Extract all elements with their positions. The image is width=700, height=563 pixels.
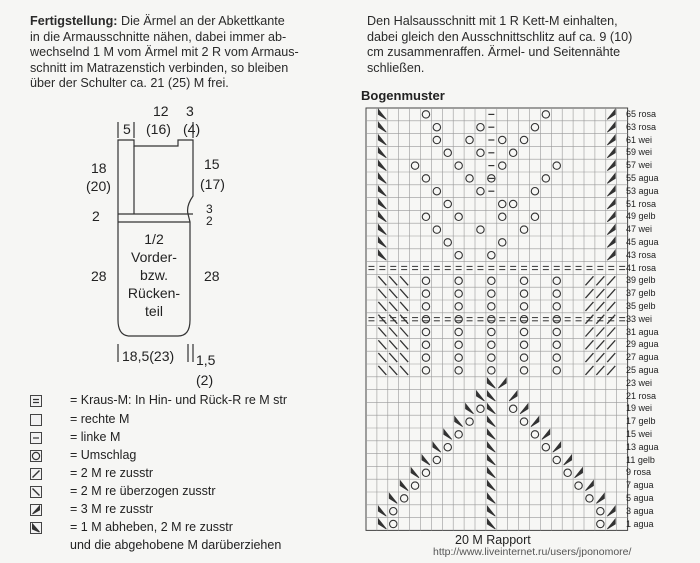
legend-label: und die abgehobene M darüberziehen bbox=[70, 538, 282, 552]
row-label: 29 agua bbox=[626, 339, 659, 350]
dim-top-right: 3 bbox=[186, 103, 194, 119]
row-label: 63 rosa bbox=[626, 121, 657, 132]
finishing-title: Fertigstellung: bbox=[30, 14, 118, 28]
garter-icon bbox=[30, 395, 42, 407]
dim-right-small-b: 2 bbox=[206, 214, 213, 228]
dim-armhole-right: 15 bbox=[204, 156, 220, 172]
row-label: 15 wei bbox=[626, 429, 653, 439]
row-label: 53 agua bbox=[626, 185, 659, 196]
row-label: 37 gelb bbox=[626, 288, 656, 299]
finishing-line-1: Fertigstellung: Die Ärmel an der Abkettkante bbox=[30, 14, 285, 28]
row-label: 55 agua bbox=[626, 173, 659, 183]
row-label: 39 gelb bbox=[626, 275, 656, 286]
schematic-outline bbox=[0, 0, 360, 395]
sk2p-icon bbox=[30, 522, 42, 534]
rapport-label: 20 M Rapport bbox=[455, 533, 531, 547]
k2tog-icon bbox=[30, 468, 42, 480]
finishing-line-3: wechselnd 1 M vom Ärmel mit 2 R vom Armaus- bbox=[30, 45, 299, 60]
dim-top-right-sub: (4) bbox=[183, 121, 201, 137]
k3tog-icon bbox=[30, 504, 42, 516]
row-label: 21 rosa bbox=[626, 390, 657, 401]
legend bbox=[30, 395, 360, 560]
row-label: 57 wei bbox=[626, 160, 653, 171]
row-label: 23 wei bbox=[626, 377, 653, 388]
finishing-line-2: in die Armausschnitte nähen, dabei immer ab- bbox=[30, 29, 287, 44]
row-label: 49 gelb bbox=[626, 211, 656, 222]
row-label: 47 wei bbox=[626, 224, 653, 235]
legend-label: = linke M bbox=[70, 430, 121, 444]
row-label: 51 rosa bbox=[626, 198, 657, 209]
ssk-icon bbox=[30, 486, 42, 498]
legend-label: = 1 M abheben, 2 M re zusstr bbox=[70, 520, 233, 534]
legend-label: = 2 M re überzogen zusstr bbox=[70, 484, 216, 498]
dim-side-right: 28 bbox=[204, 268, 220, 284]
center-line-1: 1/2 bbox=[144, 231, 164, 247]
legend-label: = 2 M re zusstr bbox=[70, 466, 154, 480]
chart-title: Bogenmuster bbox=[361, 88, 445, 103]
row-label: 3 agua bbox=[626, 505, 654, 516]
dim-side-left: 28 bbox=[91, 268, 107, 284]
dim-top-left-sub: (16) bbox=[146, 121, 171, 137]
dim-bottom-right: 1,5 bbox=[196, 352, 216, 368]
knit-stitch-icon bbox=[30, 414, 42, 426]
center-line-3: bzw. bbox=[139, 267, 168, 283]
dim-armhole-right-sub: (17) bbox=[200, 176, 225, 192]
neckline-line-1: Den Halsausschnitt mit 1 R Kett-M einhalten, bbox=[367, 14, 618, 28]
dim-top-left: 12 bbox=[153, 103, 169, 119]
finishing-line-5: über der Schulter ca. 21 (25) M frei. bbox=[30, 76, 229, 91]
center-label bbox=[118, 230, 190, 320]
row-label: 5 agua bbox=[626, 493, 654, 503]
dim-bottom-right-sub: (2) bbox=[196, 372, 214, 388]
dim-shoulder: 5 bbox=[123, 121, 131, 137]
dim-left-small: 2 bbox=[92, 208, 100, 224]
row-label: 31 agua bbox=[626, 326, 659, 337]
row-label: 65 rosa bbox=[626, 109, 657, 119]
watermark: http://www.liveinternet.ru/users/jponomore/ bbox=[433, 546, 632, 558]
row-label: 17 gelb bbox=[626, 416, 656, 427]
row-labels bbox=[626, 106, 700, 536]
neckline-line-3: cm zusammenraffen. Ärmel- und Seitennähte bbox=[367, 45, 621, 60]
schematic bbox=[0, 0, 360, 395]
legend-label: = Umschlag bbox=[70, 448, 137, 462]
legend-label: = 3 M re zusstr bbox=[70, 502, 154, 516]
neckline-text bbox=[367, 14, 687, 76]
neckline-line-4: schließen. bbox=[367, 60, 425, 75]
purl-stitch-icon bbox=[30, 432, 42, 444]
row-label: 19 wei bbox=[626, 403, 653, 414]
yarn-over-icon bbox=[30, 450, 42, 462]
row-label: 1 agua bbox=[626, 518, 654, 529]
row-label: 45 agua bbox=[626, 237, 659, 247]
row-label: 11 gelb bbox=[626, 454, 655, 465]
row-label: 25 agua bbox=[626, 365, 659, 375]
row-label: 33 wei bbox=[626, 313, 653, 324]
legend-label: = Kraus-M: In Hin- und Rück-R re M str bbox=[70, 393, 288, 407]
neckline-line-2: dabei gleich den Ausschnittschlitz auf ca. 9 (10) bbox=[367, 29, 633, 44]
center-line-4: Rücken- bbox=[127, 285, 181, 301]
legend-label: = rechte M bbox=[70, 412, 130, 426]
dim-armhole-left-sub: (20) bbox=[86, 178, 111, 194]
row-label: 61 wei bbox=[626, 134, 653, 145]
row-label: 35 gelb bbox=[626, 301, 656, 311]
row-label: 43 rosa bbox=[626, 249, 657, 260]
row-label: 59 wei bbox=[626, 147, 653, 158]
row-label: 13 agua bbox=[626, 441, 659, 452]
center-line-5: teil bbox=[145, 303, 163, 319]
row-label: 7 agua bbox=[626, 480, 654, 491]
center-line-2: Vorder- bbox=[131, 249, 177, 265]
row-label: 27 agua bbox=[626, 352, 659, 363]
dim-armhole-left: 18 bbox=[91, 160, 107, 176]
row-label: 9 rosa bbox=[626, 467, 652, 478]
dim-right-small-a: 3 bbox=[206, 202, 213, 216]
finishing-line-4: schnitt im Matrazenstich verbinden, so bleiben bbox=[30, 60, 289, 75]
row-label: 41 rosa bbox=[626, 262, 657, 273]
dim-bottom-width: 18,5(23) bbox=[122, 348, 175, 364]
